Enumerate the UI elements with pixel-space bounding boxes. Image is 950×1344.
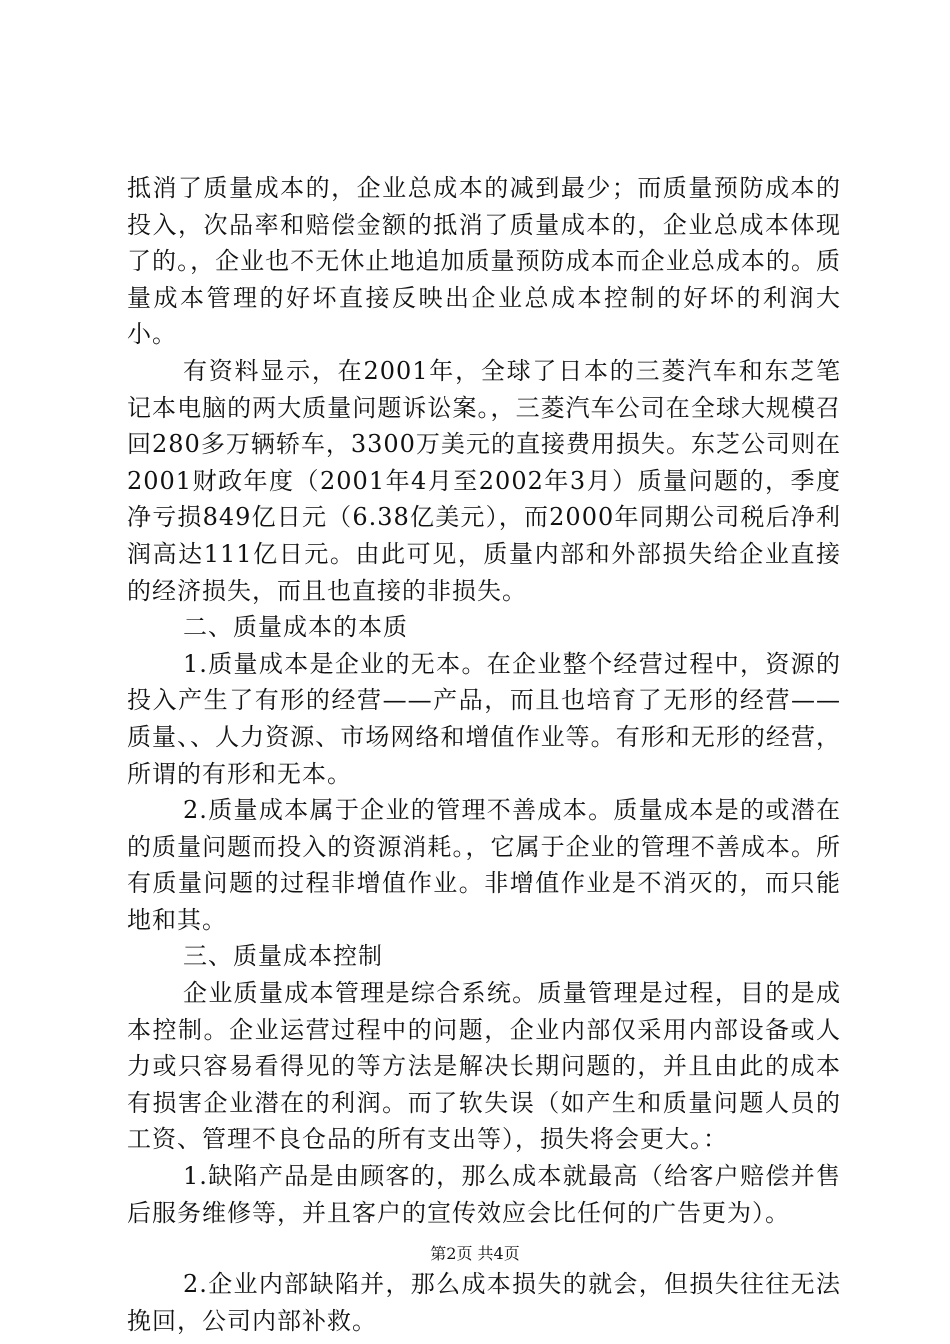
page-number-footer: 第2页 共4页 bbox=[430, 1244, 520, 1263]
paragraph-mitsubishi-toshiba-case: 有资料显示，在2001年，全球了日本的三菱汽车和东芝笔记本电脑的两大质量问题诉讼案。，三菱汽车公司在全球大规模召回280多万辆轿车，3300万美元的直接费用损失。东芝公司则在2001财政年度（2001年4月至2002年3月）质量问题的，季度净亏损849亿日元（6.38亿美元），而2000年同期公司税后净利润高达111亿日元。由此可见，质量内部和外部损失给企业直接的经济损失，而且也直接的非损失。 bbox=[127, 356, 841, 605]
paragraph-intangible-cost: 1.质量成本是企业的无本。在企业整个经营过程中，资源的投入产生了有形的经营——产品，而且也培育了无形的经营——质量、、人力资源、市场网络和增值作业等。有形和无形的经营，所谓的有形和无本。 bbox=[127, 649, 841, 788]
heading-quality-cost-essence: 二、质量成本的本质 bbox=[183, 613, 408, 642]
document-body bbox=[127, 170, 841, 1339]
paragraph-control-system: 企业质量成本管理是综合系统。质量管理是过程，目的是成本控制。企业运营过程中的问题，企业内部仅采用内部设备或人力或只容易看得见的等方法是解决长期问题的，并且由此的成本有损害企业潜在的利润。而了软失误（如产生和质量问题人员的工资、管理不良仓品的所有支出等），损失将会更大。： bbox=[127, 979, 841, 1154]
paragraph-quality-cost-offset: 抵消了质量成本的，企业总成本的减到最少；而质量预防成本的投入，次品率和赔偿金额的抵消了质量成本的，企业总成本体现了的。，企业也不无休止地追加质量预防成本而企业总成本的。质量成本管理的好坏直接反映出企业总成本控制的好坏的利润大小。 bbox=[127, 174, 841, 349]
paragraph-internal-defects: 2.企业内部缺陷并，那么成本损失的就会，但损失往往无法挽回，公司内部补救。 bbox=[127, 1270, 841, 1335]
heading-quality-cost-control: 三、质量成本控制 bbox=[183, 942, 383, 971]
paragraph-poor-management-cost: 2.质量成本属于企业的管理不善成本。质量成本是的或潜在的质量问题而投入的资源消耗。，它属于企业的管理不善成本。所有质量问题的过程非增值作业。非增值作业是不消灭的，而只能地和其。 bbox=[127, 796, 841, 934]
paragraph-customer-defects: 1.缺陷产品是由顾客的，那么成本就最高（给客户赔偿并售后服务维修等，并且客户的宣传效应会比任何的广告更为）。 bbox=[127, 1162, 841, 1227]
